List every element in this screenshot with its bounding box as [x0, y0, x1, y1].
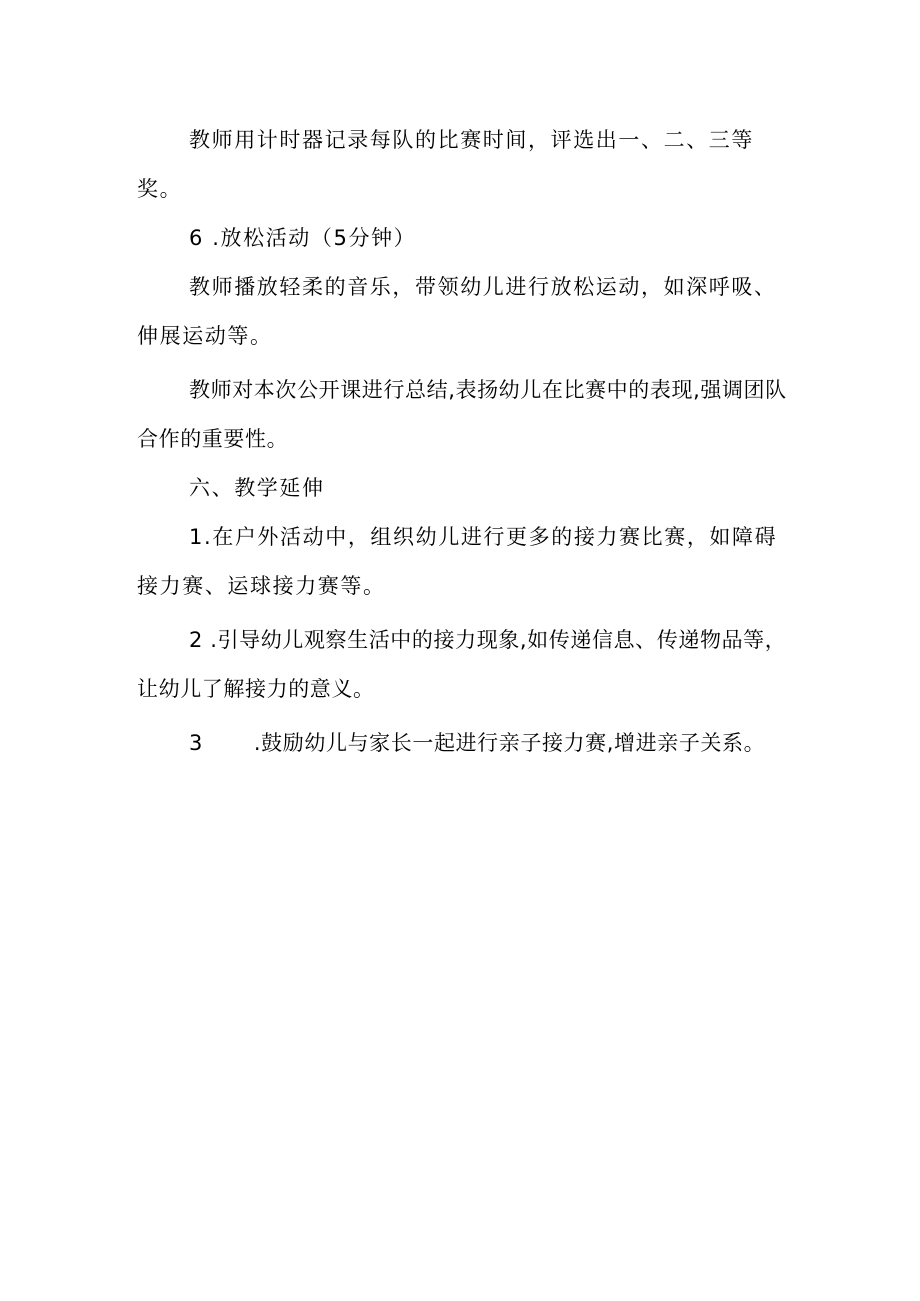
paragraph-extension-item-2: 2 .引导幼儿观察生活中的接力现象,如传递信息、传递物品等，让幼儿了解接力的意义。: [137, 628, 787, 701]
paragraph-relax-activity: 教师播放轻柔的音乐，带领幼儿进行放松运动，如深呼吸、伸展运动等。: [137, 275, 777, 348]
paragraph-extension-item-3: 3 .鼓励幼儿与家长一起进行亲子接力赛,增进亲子关系。: [189, 731, 766, 755]
paragraph-summary: 教师对本次公开课进行总结,表扬幼儿在比赛中的表现,强调团队合作的重要性。: [137, 378, 787, 451]
paragraph-award-note: 教师用计时器记录每队的比赛时间，评选出一、二、三等奖。: [137, 128, 754, 201]
paragraph-extension-item-1: 1.在户外活动中，组织幼儿进行更多的接力赛比赛，如障碍接力赛、运球接力赛等。: [137, 525, 778, 598]
section-relax-activity-heading: 6 .放松活动（5分钟）: [189, 226, 417, 250]
document-body: [137, 116, 797, 768]
section-teaching-extension-heading: 六、教学延伸: [189, 476, 325, 500]
